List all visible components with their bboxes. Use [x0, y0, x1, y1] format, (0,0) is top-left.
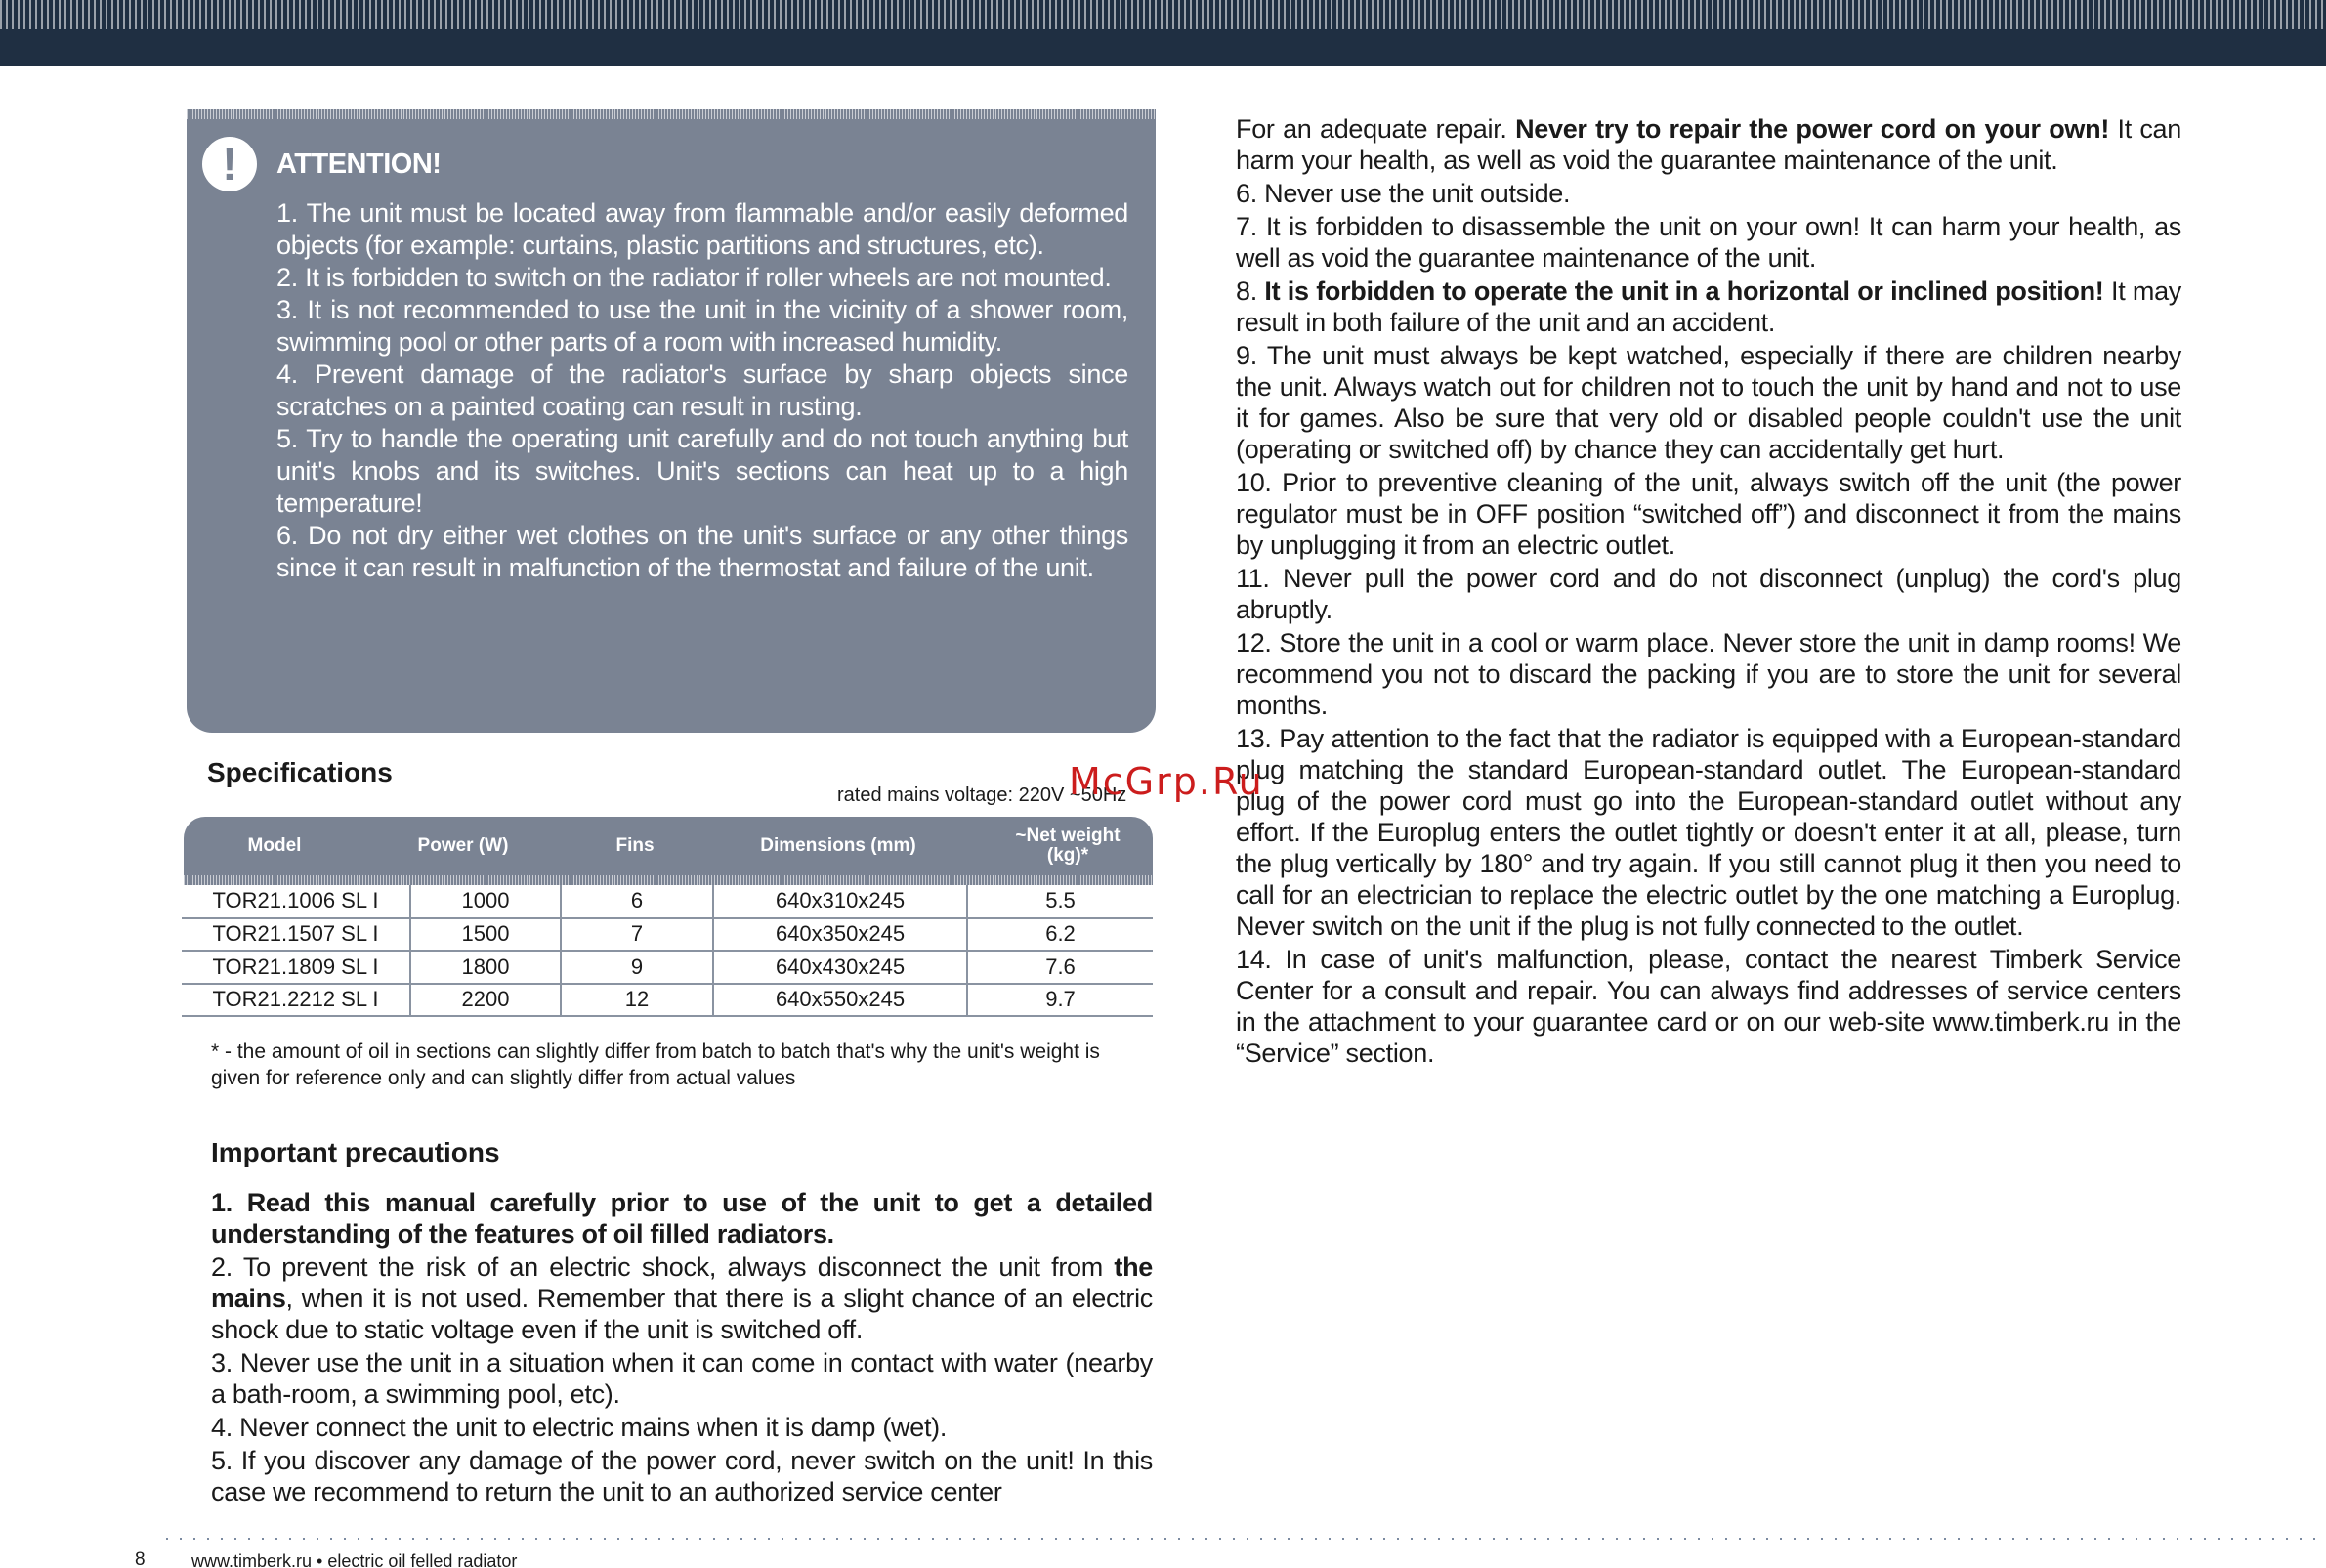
attention-item: 1. The unit must be located away from flammable and/or easily deformed objects (for example: curtains, plastic partitions and structures, etc).	[276, 198, 1128, 260]
precaution-2-text-b: the mains	[211, 1252, 1153, 1313]
precaution-item: 14. In case of unit's malfunction, please, contact the nearest Timberk Service Center for a consult and repair. You can always find addresses of service centers in the attachment to your guarantee card or on our web-site www.timberk.ru in the “Service” section.	[1236, 945, 2181, 1068]
precaution-item: 13. Pay attention to the fact that the radiator is equipped with a European-standard plug matching the standard European-standard outlet. The European-standard plug of the power cord must go into the European-standard outlet without any effort. If the Europlug enters the outlet tightly or doesn't enter it at all, please, turn the plug vertically by 180° and try again. If you still cannot plug it then you need to call for an electrician to replace the electric outlet by the one matching a Europlug. Never switch on the unit if the plug is not fully connected to the outlet.	[1236, 724, 2181, 941]
watermark: McGrp.Ru	[1069, 760, 1264, 803]
precaution-item: 6. Never use the unit outside.	[1236, 179, 1571, 208]
cell-fins: 7	[561, 918, 713, 952]
precaution-item: 10. Prior to preventive cleaning of the unit, always switch off the unit (the power regulator must be in OFF position “switched off”) and disconnect it from the mains by unplugging it from an electric outlet.	[1236, 468, 2181, 560]
attention-item: 5. Try to handle the operating unit carefully and do not touch anything but unit's knobs and its switches. Unit's sections can heat up to a high temperature!	[276, 424, 1128, 518]
precaution-item: 7. It is forbidden to disassemble the unit on your own! It can harm your health, as well as void the guarantee maintenance of the unit.	[1236, 212, 2181, 273]
precaution-item	[211, 1251, 1153, 1345]
page-number: 8	[135, 1549, 146, 1568]
cell-power: 1800	[410, 951, 561, 984]
precaution-item: 5. If you discover any damage of the power cord, never switch on the unit! In this case we recommend to return the unit to an authorized service center	[211, 1446, 1153, 1506]
precaution-item: 3. Never use the unit in a situation when it can come in contact with water (nearby a bath-room, a swimming pool, etc).	[211, 1348, 1153, 1409]
attention-item: 2. It is forbidden to switch on the radiator if roller wheels are not mounted.	[276, 263, 1112, 292]
precaution-item	[211, 1187, 1153, 1250]
precaution-item	[1236, 113, 2181, 176]
attention-title: ATTENTION!	[276, 148, 442, 180]
attention-box	[187, 109, 1156, 733]
table-row	[182, 885, 1153, 918]
cell-fins: 12	[561, 984, 713, 1017]
right-8-a: 8.	[1236, 276, 1265, 306]
weight-footnote: * - the amount of oil in sections can slightly differ from batch to batch that's why the unit's weight is given for reference only and can slightly differ from actual values	[211, 1040, 1100, 1089]
cell-dimensions: 640x310x245	[713, 885, 967, 918]
cell-fins: 9	[561, 951, 713, 984]
table-row	[182, 984, 1153, 1017]
exclamation-icon: !	[202, 137, 257, 191]
cell-weight: 7.6	[967, 951, 1153, 984]
cell-dimensions: 640x430x245	[713, 951, 967, 984]
precaution-2-text-a: 2. To prevent the risk of an electric shock, always disconnect the unit from	[211, 1252, 1115, 1282]
cell-weight: 9.7	[967, 984, 1153, 1017]
right-1-a: For an adequate repair.	[1236, 114, 1516, 144]
cell-power: 1500	[410, 918, 561, 952]
spec-table-header	[184, 817, 1153, 885]
col-header-power: Power (W)	[417, 835, 509, 856]
rated-voltage: rated mains voltage: 220V ~50Hz	[837, 784, 1127, 806]
precaution-item: 11. Never pull the power cord and do not disconnect (unplug) the cord's plug abruptly.	[1236, 564, 2181, 624]
precautions-body	[211, 1187, 1153, 1509]
precaution-1-text: 1. Read this manual carefully prior to use of the unit to get a detailed understanding of the features of oil filled radiators.	[211, 1188, 1153, 1249]
spec-table	[182, 885, 1153, 1017]
cell-fins: 6	[561, 885, 713, 918]
cell-weight: 5.5	[967, 885, 1153, 918]
attention-list	[276, 197, 1128, 584]
right-8-b: It is forbidden to operate the unit in a horizontal or inclined position!	[1264, 276, 2104, 306]
header-stripe	[184, 875, 1153, 885]
precaution-2-text-c: , when it is not used. Remember that there is a slight chance of an electric shock due to static voltage even if the unit is switched off.	[211, 1284, 1153, 1344]
right-8-c: It may result in both failure of the unit and an accident.	[1236, 276, 2181, 337]
table-row	[182, 918, 1153, 952]
right-1-c: It can harm your health, as well as void the guarantee maintenance of the unit.	[1236, 114, 2181, 175]
cell-power: 2200	[410, 984, 561, 1017]
attention-item: 3. It is not recommended to use the unit in the vicinity of a shower room, swimming pool or other parts of a room with increased humidity.	[276, 295, 1128, 357]
cell-model: TOR21.1006 SL I	[182, 885, 410, 918]
cell-power: 1000	[410, 885, 561, 918]
specifications-title: Specifications	[207, 757, 393, 787]
cell-model: TOR21.1507 SL I	[182, 918, 410, 952]
precaution-item: 9. The unit must always be kept watched, especially if there are children nearby the unit. Always watch out for children not to touch the unit by hand and not to use it for games. Also be sure that very old or disabled people couldn't use the unit (operating or switched off) by chance they can accidentally get hurt.	[1236, 341, 2181, 464]
attention-item: 6. Do not dry either wet clothes on the unit's surface or any other things since it can result in malfunction of the thermostat and failure of the unit.	[276, 521, 1128, 582]
footer-text: www.timberk.ru • electric oil felled radiator	[191, 1551, 518, 1568]
cell-model: TOR21.1809 SL I	[182, 951, 410, 984]
cell-dimensions: 640x350x245	[713, 918, 967, 952]
precautions-title: Important precautions	[211, 1137, 500, 1167]
col-header-weight: ~Net weight (kg)*	[1015, 826, 1121, 866]
right-1-b: Never try to repair the power cord on your own!	[1515, 114, 2110, 144]
precaution-item: 4. Never connect the unit to electric mains when it is damp (wet).	[211, 1413, 948, 1442]
right-column	[1236, 113, 2181, 1071]
header-band	[0, 0, 2326, 66]
cell-weight: 6.2	[967, 918, 1153, 952]
precaution-item	[1236, 275, 2181, 338]
col-header-model: Model	[247, 835, 302, 856]
precaution-item: 12. Store the unit in a cool or warm place. Never store the unit in damp rooms! We recommend you not to discard the packing if you are to store the unit for several months.	[1236, 628, 2181, 720]
footer-divider	[166, 1538, 2315, 1540]
table-row	[182, 951, 1153, 984]
attention-stripe	[187, 109, 1156, 119]
col-header-dimensions: Dimensions (mm)	[760, 835, 916, 856]
cell-model: TOR21.2212 SL I	[182, 984, 410, 1017]
attention-item: 4. Prevent damage of the radiator's surface by sharp objects since scratches on a painted coating can result in rusting.	[276, 360, 1128, 421]
cell-dimensions: 640x550x245	[713, 984, 967, 1017]
col-header-fins: Fins	[615, 835, 655, 856]
